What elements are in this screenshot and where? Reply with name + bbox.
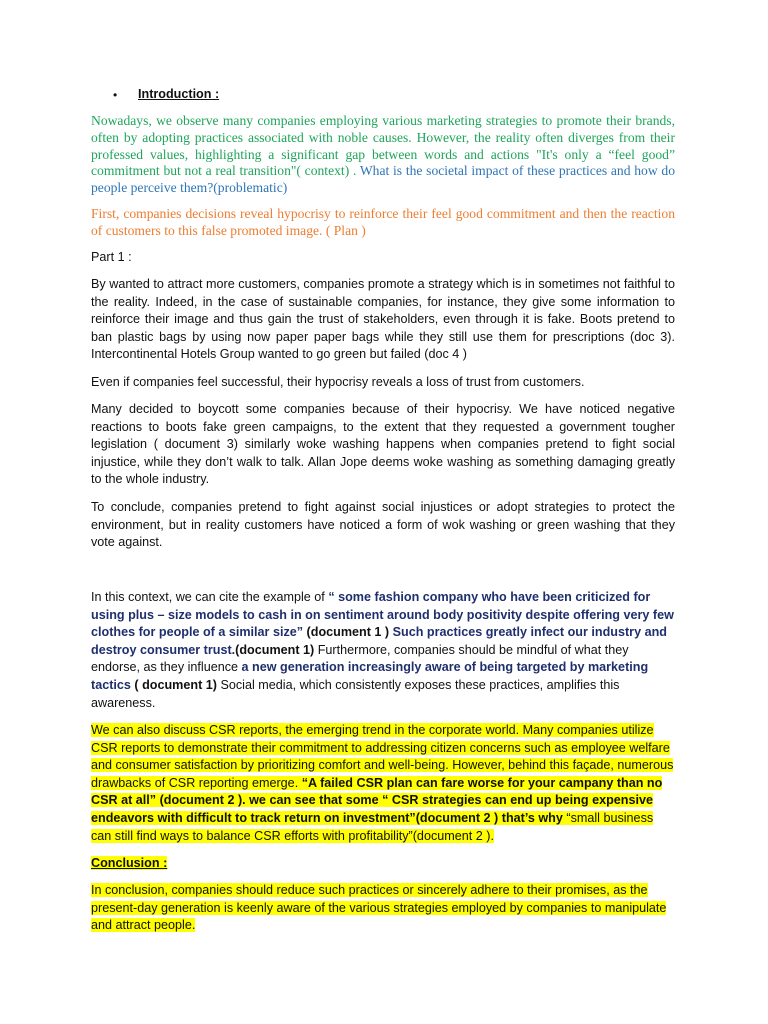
csr-quote: “A failed CSR plan can fare worse for your campany than no CSR at all” (document 2 ). we can see that some “ CSR strategies can end up being expensive endeavors with difficult to track return on investment”(document 2 ) that’s why [91,775,663,825]
csr-text: We can also discuss CSR reports, the emerging trend in the corporate world. Many companies utilize CSR reports to demonstrate their commitment to addressing citizen concerns such as employee welfare and consumer satisfaction by prioritizing comfort and well-being. However, behind this façade, numerous drawbacks of CSR reporting emerge. [91,723,674,790]
part1-paragraph-3: Many decided to boycott some companies because of their hypocrisy. We have noticed negative reactions to boots fake green campaigns, to the extent that they requested a government tougher legislation ( document 3) similarly woke washing happens when companies pretend to fight social injustice, while they don’t walk to talk. Allan Jope deems woke washing as something damaging greatly to the whole industry. [91,402,675,487]
conclusion-heading: Conclusion : [91,856,168,870]
context-paragraph [91,589,675,712]
bullet-marker: • [113,88,118,102]
document-reference: ( document 1) [130,677,217,692]
problematic-text: What is the societal impact of these practices and how do people perceive them?(problematic) [91,163,675,196]
context-body-text: Furthermore, companies should be mindful of what they endorse, as they influence [91,642,629,675]
industry-quote: Such practices greatly infect our industry and destroy consumer trust. [91,625,667,657]
plan-paragraph: First, companies decisions reveal hypocrisy to reinforce their feel good commitment and then the reaction of customers to this false promoted image. ( Plan ) [91,206,675,238]
document-reference: (document 1) [235,642,315,657]
introduction-paragraph [91,113,675,197]
part1-paragraph-2: Even if companies feel successful, their hypocrisy reveals a loss of trust from customers. [91,375,585,389]
document-reference: (document 1 ) [303,625,393,640]
context-intro-text: In this context, we can cite the example of [91,590,329,604]
part1-paragraph-4: To conclude, companies pretend to fight against social injustices or adopt strategies to protect the environment, but in reality customers have noticed a form of wok washing or green washing that they vote against. [91,500,675,550]
part1-paragraph-1: By wanted to attract more customers, companies promote a strategy which is in sometimes not faithful to the reality. Indeed, in the case of sustainable companies, for instance, they give some information to reinforce their image and thus gain the trust of stakeholders, even through it is fake. Boots pretend to ban plastic bags by using now paper paper bags while they still use them for prescriptions (doc 3). Intercontinental Hotels Group wanted to go green but failed (doc 4 ) [91,277,675,362]
conclusion-paragraph [91,882,675,935]
part1-heading: Part 1 : [91,250,132,264]
introduction-heading: Introduction : [138,87,220,101]
conclusion-text: In conclusion, companies should reduce such practices or sincerely adhere to their promises, as the present-day generation is keenly aware of the various strategies employed by companies to manipulate and attract people. [91,883,667,933]
conclusion-heading-line [91,855,675,873]
fashion-quote: “ some fashion company who have been criticized for using plus – size models to cash in on sentiment around body positivity despite offering very few clothes for people of a similar size” [91,590,674,640]
context-closing-text: Social media, which consistently exposes these practices, amplifies this awareness. [91,677,620,710]
context-text: Nowadays, we observe many companies employing various marketing strategies to promote their brands, often by adopting practices associated with noble causes. However, the reality often diverges from their professed values, highlighting a significant gap between words and actions "It's only a “feel good” commitment but not a real transition"( context) . [91,113,675,179]
generation-quote: a new generation increasingly aware of being targeted by marketing tactics [91,660,649,692]
csr-closing-text: “small business can still find ways to balance CSR efforts with profitability”(document 2 ). [91,810,654,843]
csr-paragraph [91,722,675,845]
